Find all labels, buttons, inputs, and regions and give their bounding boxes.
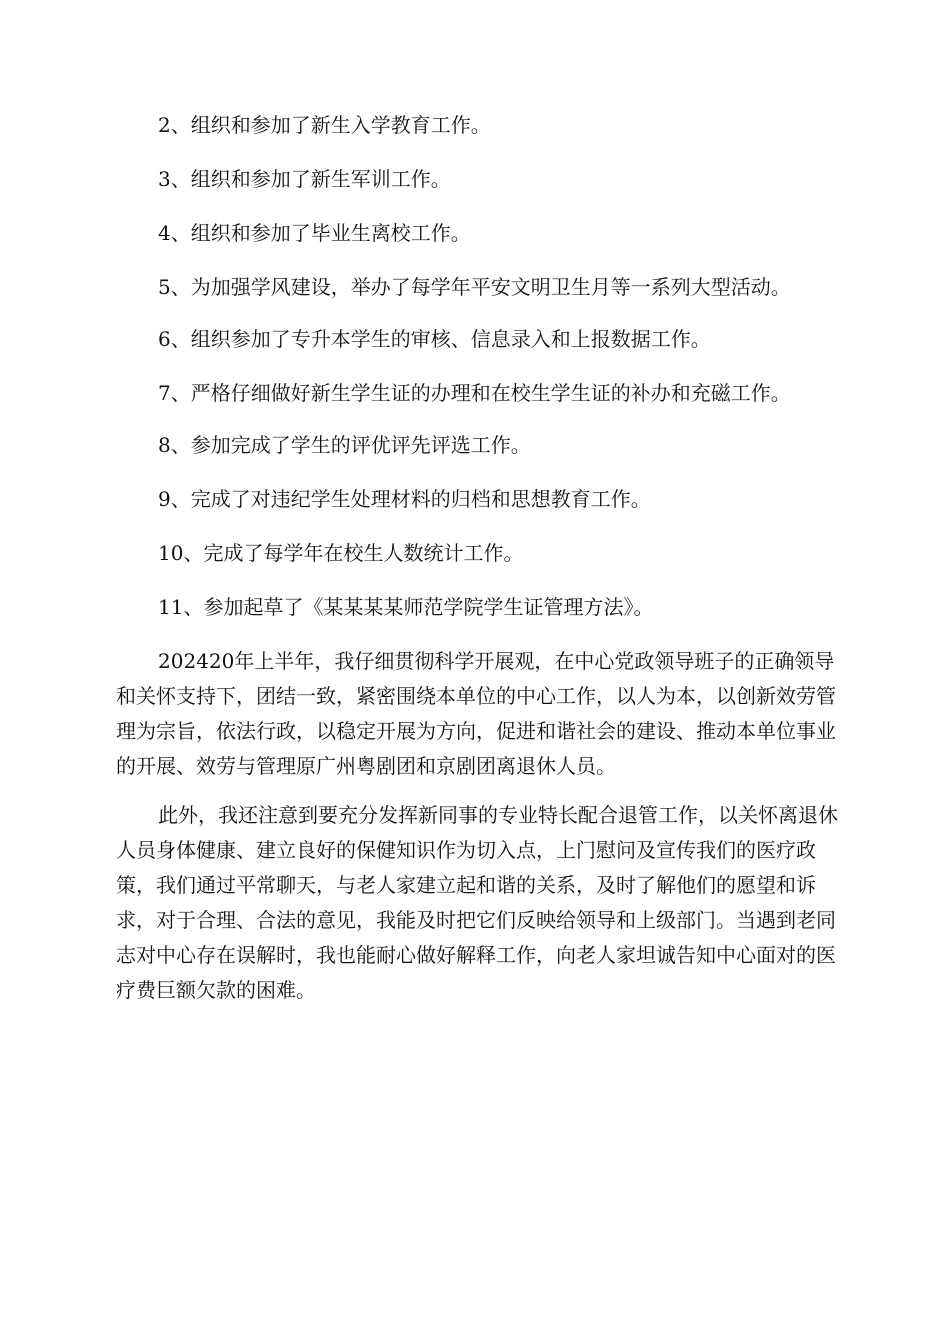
list-item-5: 5、为加强学风建设，举办了每学年平安文明卫生月等一系列大型活动。 bbox=[158, 275, 791, 299]
list-item-11: 11、参加起草了《某某某某师范学院学生证管理方法》。 bbox=[158, 595, 654, 619]
summary-paragraph: 202420年上半年，我仔细贯彻科学开展观，在中心党政领导班子的正确领导和关怀支持下，团结一致，紧密围绕本单位的中心工作，以人为本，以创新效劳管理为宗旨，依法行政，以稳定开展为方向，促进和谐社会的建设、推动本单位事业的开展、效劳与管理原广州粤剧团和京剧团离退休人员。 bbox=[116, 649, 836, 778]
list-item-10: 10、完成了每学年在校生人数统计工作。 bbox=[158, 541, 524, 565]
additional-paragraph: 此外，我还注意到要充分发挥新同事的专业特长配合退管工作，以关怀离退休人员身体健康、建立良好的保健知识作为切入点，上门慰问及宣传我们的医疗政策，我们通过平常聊天，与老人家建立起和谐的关系，及时了解他们的愿望和诉求，对于合理、合法的意见，我能及时把它们反映给领导和上级部门。当遇到老同志对中心存在误解时，我也能耐心做好解释工作，向老人家坦诚告知中心面对的医疗费巨额欠款的困难。 bbox=[116, 803, 838, 1002]
list-item-4: 4、组织和参加了毕业生离校工作。 bbox=[158, 221, 471, 245]
list-item-9: 9、完成了对违纪学生处理材料的归档和思想教育工作。 bbox=[158, 487, 651, 511]
document-body bbox=[116, 108, 838, 1022]
list-item-7: 7、严格仔细做好新生学生证的办理和在校生学生证的补办和充磁工作。 bbox=[158, 381, 791, 405]
list-item-2: 2、组织和参加了新生入学教育工作。 bbox=[158, 113, 491, 137]
list-item-6: 6、组织参加了专升本学生的审核、信息录入和上报数据工作。 bbox=[158, 327, 711, 351]
list-item-8: 8、参加完成了学生的评优评先评选工作。 bbox=[158, 433, 531, 457]
list-item-3: 3、组织和参加了新生军训工作。 bbox=[158, 167, 451, 191]
